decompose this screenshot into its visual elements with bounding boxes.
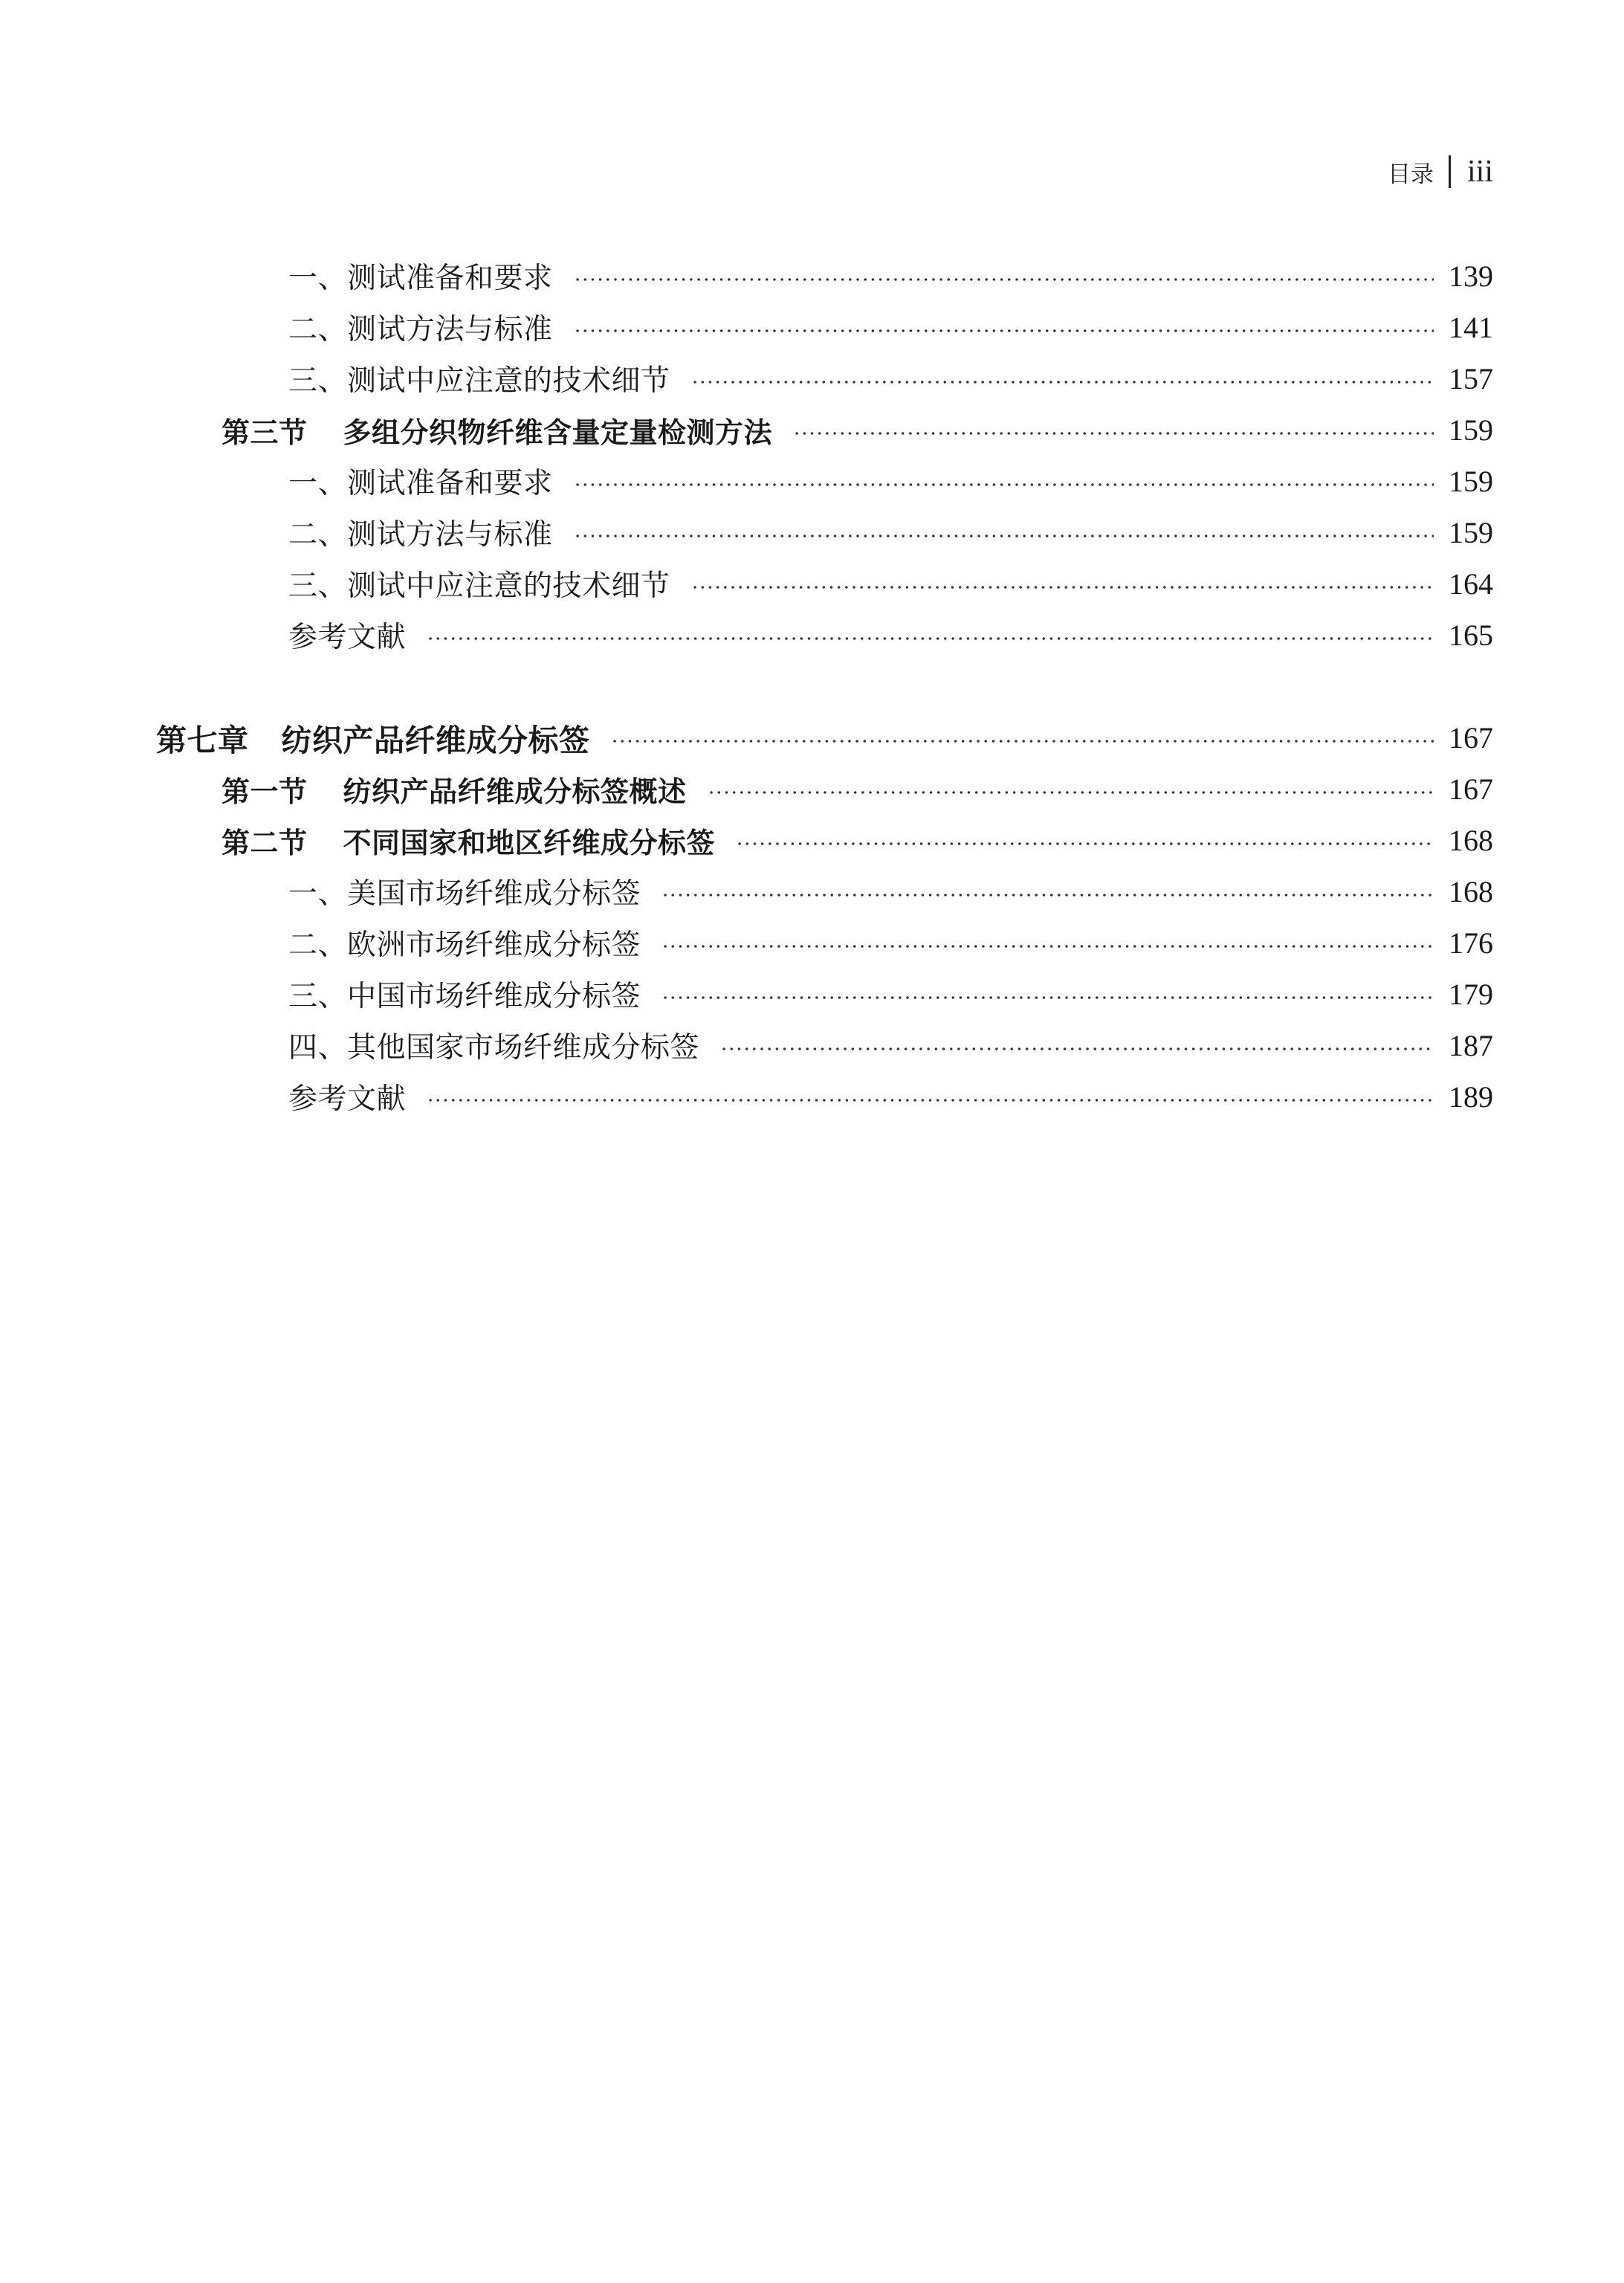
toc-entry-label: 一、测试准备和要求: [288, 467, 553, 500]
toc-chapter-title: 纺织产品纤维成分标签: [281, 722, 590, 758]
page-number: iii: [1466, 155, 1493, 189]
dot-leader: [720, 1047, 1434, 1050]
toc-entry-label: 二、测试方法与标准: [288, 313, 553, 346]
toc-section-number: 第二节: [221, 826, 308, 859]
dot-leader: [574, 535, 1434, 537]
toc-entry-page: 168: [1449, 823, 1493, 857]
toc-entry-page: 187: [1449, 1028, 1493, 1062]
running-head-divider: [1449, 155, 1451, 188]
toc-section-number: 第三节: [221, 416, 308, 449]
toc-entry-page: 141: [1449, 310, 1493, 344]
toc-entry-label: 二、测试方法与标准: [288, 518, 553, 552]
toc-section-title: 纺织产品纤维成分标签概述: [343, 775, 687, 808]
dot-leader: [427, 637, 1434, 640]
dot-leader: [691, 381, 1434, 384]
dot-leader: [574, 483, 1434, 486]
toc-entry[interactable]: [288, 920, 1493, 966]
toc-entry-label: 一、美国市场纤维成分标签: [288, 877, 641, 911]
dot-leader: [574, 278, 1434, 281]
dot-leader: [736, 842, 1434, 845]
toc-chapter-entry[interactable]: [156, 714, 1493, 761]
running-head-section: 目录: [1387, 161, 1434, 188]
toc-entry[interactable]: [288, 612, 1493, 658]
dot-leader: [708, 791, 1434, 794]
toc-entry-page: 167: [1449, 772, 1493, 806]
toc-entry-page: 159: [1449, 464, 1493, 498]
toc-section-entry[interactable]: [221, 766, 1493, 812]
toc-entry-label: 一、测试准备和要求: [288, 262, 553, 295]
dot-leader: [661, 945, 1434, 948]
toc-entry[interactable]: [288, 253, 1493, 299]
toc-entry-page: 179: [1449, 977, 1493, 1011]
toc-entry-page: 189: [1449, 1079, 1493, 1114]
running-head: [1388, 153, 1493, 190]
toc-entry[interactable]: [288, 304, 1493, 350]
toc-chapter-number: 第七章: [156, 722, 249, 758]
toc-section-number: 第一节: [221, 775, 308, 808]
toc-section-entry[interactable]: [221, 817, 1493, 863]
toc-entry-page: 157: [1449, 361, 1493, 395]
toc-section-title: 多组分织物纤维含量定量检测方法: [343, 416, 773, 449]
toc-entry-page: 168: [1449, 874, 1493, 908]
toc-entry[interactable]: [288, 1073, 1493, 1120]
toc-entry[interactable]: [288, 458, 1493, 504]
toc-entry-label: 三、测试中应注意的技术细节: [288, 569, 670, 603]
toc-entry[interactable]: [288, 561, 1493, 607]
toc-entry[interactable]: [288, 1022, 1493, 1068]
toc-entry-page: 164: [1449, 566, 1493, 601]
toc-entry-page: 176: [1449, 926, 1493, 960]
toc-entry-label: 三、中国市场纤维成分标签: [288, 980, 641, 1013]
toc-entry-label: 三、测试中应注意的技术细节: [288, 364, 670, 398]
toc-entry[interactable]: [288, 355, 1493, 401]
toc-section-entry[interactable]: [221, 407, 1493, 453]
dot-leader: [793, 432, 1434, 435]
toc-entry-page: 139: [1449, 259, 1493, 293]
toc-entry-page: 165: [1449, 618, 1493, 652]
toc-entry-label: 参考文献: [288, 1082, 407, 1116]
toc-entry-label: 二、欧洲市场纤维成分标签: [288, 929, 641, 962]
toc-entry-page: 159: [1449, 413, 1493, 447]
toc-section-title: 不同国家和地区纤维成分标签: [343, 826, 716, 859]
dot-leader: [691, 586, 1434, 589]
toc-entry[interactable]: [288, 509, 1493, 555]
toc-entry-label: 参考文献: [288, 621, 407, 654]
dot-leader: [574, 329, 1434, 332]
dot-leader: [611, 740, 1434, 743]
dot-leader: [661, 996, 1434, 999]
dot-leader: [661, 894, 1434, 897]
toc-entry[interactable]: [288, 971, 1493, 1017]
toc-entry[interactable]: [288, 868, 1493, 914]
toc-entry-page: 159: [1449, 515, 1493, 549]
toc-entry-page: 167: [1449, 720, 1493, 755]
toc-entry-label: 四、其他国家市场纤维成分标签: [288, 1031, 700, 1065]
dot-leader: [427, 1099, 1434, 1102]
